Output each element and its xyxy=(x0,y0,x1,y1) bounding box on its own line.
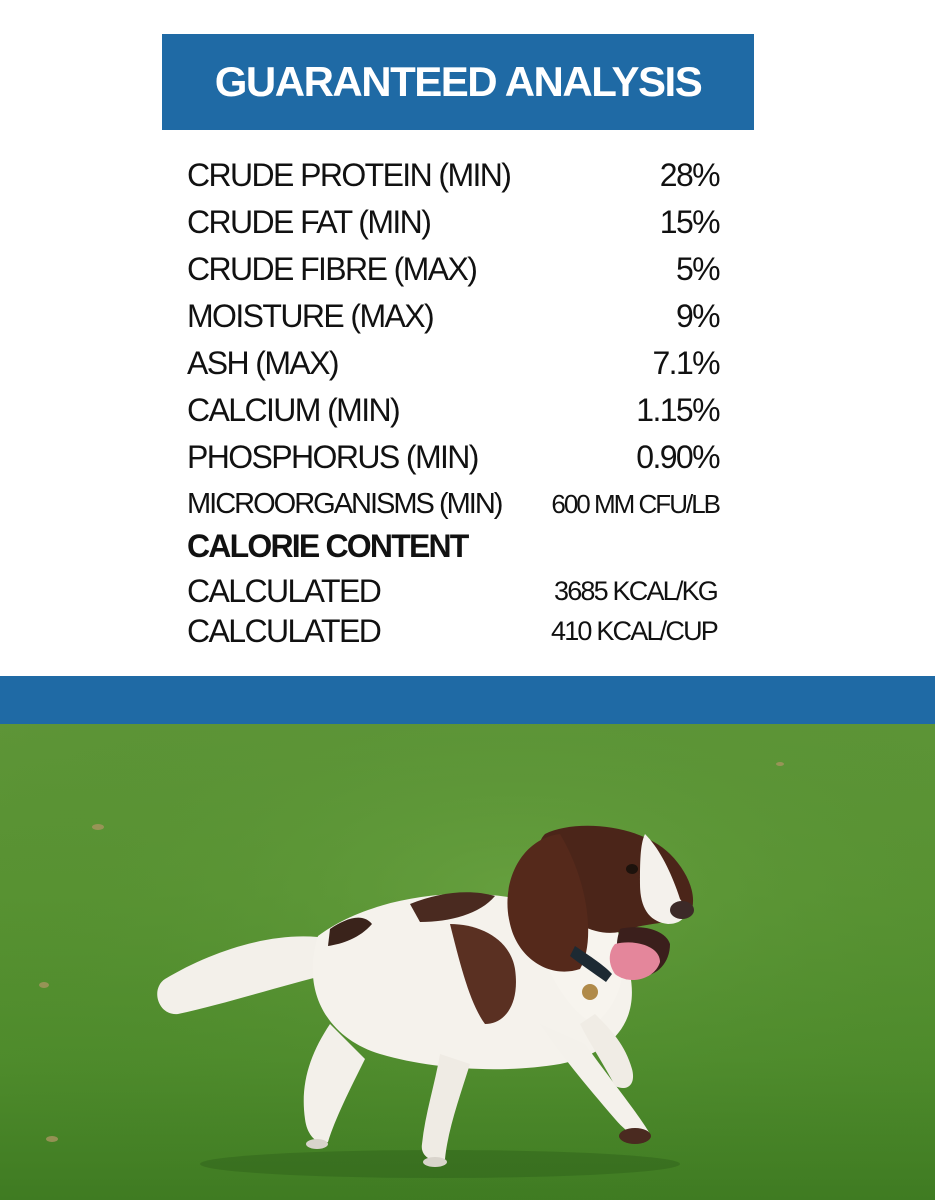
analysis-row-microorganisms xyxy=(187,481,719,528)
dog-photo xyxy=(0,724,935,1200)
analysis-value: 28% xyxy=(659,157,719,193)
calorie-value: 410 KCAL/CUP xyxy=(551,615,717,646)
title-banner xyxy=(162,34,754,130)
analysis-row-phosphorus xyxy=(187,434,719,481)
analysis-value: 15% xyxy=(659,204,719,240)
analysis-label: MICROORGANISMS (MIN) xyxy=(187,488,502,520)
analysis-label: CRUDE FIBRE (MAX) xyxy=(187,251,477,287)
analysis-label: MOISTURE (MAX) xyxy=(187,298,434,334)
calorie-row-per-kg xyxy=(187,571,717,611)
analysis-label: ASH (MAX) xyxy=(187,345,338,381)
analysis-row-crude-protein xyxy=(187,152,719,199)
analysis-row-crude-fibre xyxy=(187,246,719,293)
calorie-content-heading: CALORIE CONTENT xyxy=(187,528,468,564)
analysis-row-crude-fat xyxy=(187,199,719,246)
analysis-value: 5% xyxy=(675,251,719,287)
analysis-value: 600 MM CFU/LB xyxy=(551,489,719,519)
analysis-label: CRUDE FAT (MIN) xyxy=(187,204,431,240)
calorie-value: 3685 KCAL/KG xyxy=(553,575,717,606)
calorie-table xyxy=(187,571,717,651)
analysis-row-calcium xyxy=(187,387,719,434)
analysis-value: 7.1% xyxy=(652,345,719,381)
page-title: GUARANTEED ANALYSIS xyxy=(214,58,702,105)
analysis-row-ash xyxy=(187,340,719,387)
analysis-row-moisture xyxy=(187,293,719,340)
dog-running-illustration xyxy=(0,724,935,1200)
calorie-label: CALCULATED xyxy=(187,572,381,609)
analysis-value: 1.15% xyxy=(636,392,719,428)
analysis-label: CRUDE PROTEIN (MIN) xyxy=(187,157,511,193)
calorie-row-per-cup xyxy=(187,611,717,651)
blue-divider-stripe xyxy=(0,676,935,724)
analysis-table xyxy=(187,152,719,528)
calorie-label: CALCULATED xyxy=(187,612,381,649)
analysis-value: 9% xyxy=(675,298,719,334)
analysis-value: 0.90% xyxy=(636,439,719,475)
analysis-label: PHOSPHORUS (MIN) xyxy=(187,439,478,475)
analysis-label: CALCIUM (MIN) xyxy=(187,392,400,428)
